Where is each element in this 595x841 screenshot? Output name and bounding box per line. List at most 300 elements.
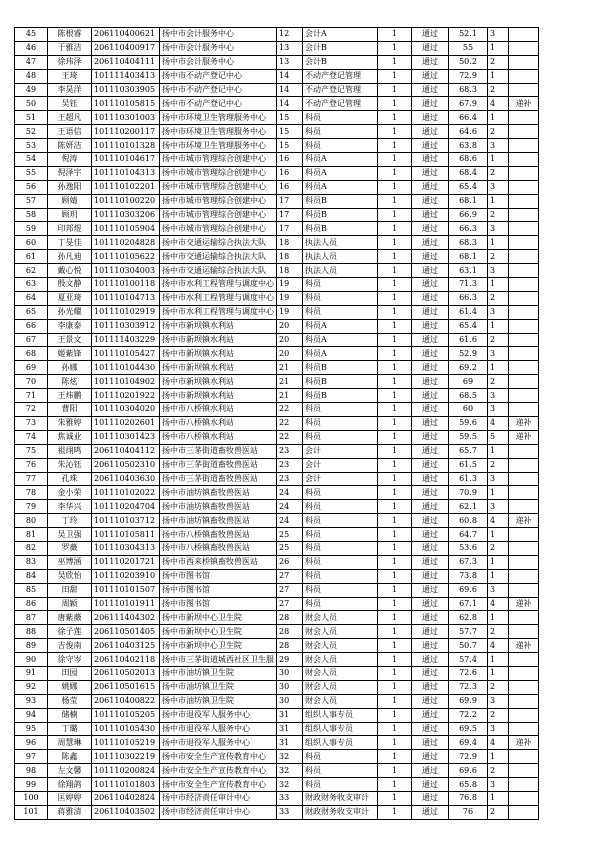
exam-ticket-number-cell: 206110404112 xyxy=(92,444,160,458)
position-name-cell: 财政财务收支审计 xyxy=(303,791,378,805)
row-number-cell: 46 xyxy=(15,41,48,55)
row-number-cell: 94 xyxy=(15,708,48,722)
exam-score-cell: 72.9 xyxy=(449,750,488,764)
hiring-count-cell: 1 xyxy=(378,694,412,708)
review-result-cell: 通过 xyxy=(412,555,449,569)
hiring-count-cell: 1 xyxy=(378,250,412,264)
exam-score-cell: 69.5 xyxy=(449,722,488,736)
position-name-cell: 科员B xyxy=(303,361,378,375)
remark-cell xyxy=(509,236,539,250)
position-code-cell: 33 xyxy=(277,805,303,819)
hiring-count-cell: 1 xyxy=(378,41,412,55)
candidate-name-cell: 吉俊南 xyxy=(48,639,92,653)
table-row xyxy=(15,166,539,180)
rank-cell: 1 xyxy=(488,319,509,333)
hiring-count-cell: 1 xyxy=(378,416,412,430)
rank-cell: 2 xyxy=(488,458,509,472)
exam-score-cell: 67.3 xyxy=(449,555,488,569)
exam-score-cell: 72.6 xyxy=(449,666,488,680)
exam-score-cell: 68.1 xyxy=(449,250,488,264)
table-row xyxy=(15,194,539,208)
candidate-name-cell: 朱沁钰 xyxy=(48,458,92,472)
hiring-count-cell: 1 xyxy=(378,555,412,569)
remark-cell xyxy=(509,347,539,361)
candidate-name-cell: 徐玮泽 xyxy=(48,55,92,69)
hiring-count-cell: 1 xyxy=(378,639,412,653)
employer-unit-cell: 扬中市新坝镇水利站 xyxy=(160,389,277,403)
position-code-cell: 33 xyxy=(277,791,303,805)
rank-cell: 4 xyxy=(488,514,509,528)
hiring-count-cell: 1 xyxy=(378,236,412,250)
exam-score-cell: 72.9 xyxy=(449,69,488,83)
position-code-cell: 15 xyxy=(277,125,303,139)
employer-unit-cell: 扬中市安全生产宣传教育中心 xyxy=(160,778,277,792)
rank-cell: 1 xyxy=(488,791,509,805)
employer-unit-cell: 扬中市退役军人服务中心 xyxy=(160,708,277,722)
hiring-count-cell: 1 xyxy=(378,69,412,83)
review-result-cell: 通过 xyxy=(412,361,449,375)
position-code-cell: 19 xyxy=(277,305,303,319)
hiring-count-cell: 1 xyxy=(378,750,412,764)
exam-ticket-number-cell: 101110100118 xyxy=(92,278,160,292)
position-name-cell: 不动产登记管理 xyxy=(303,69,378,83)
exam-score-cell: 66.3 xyxy=(449,222,488,236)
employer-unit-cell: 扬中市三茅街道畜牧兽医站 xyxy=(160,472,277,486)
table-row xyxy=(15,680,539,694)
remark-cell xyxy=(509,291,539,305)
rank-cell: 3 xyxy=(488,583,509,597)
row-number-cell: 48 xyxy=(15,69,48,83)
hiring-count-cell: 1 xyxy=(378,472,412,486)
exam-score-cell: 61.5 xyxy=(449,458,488,472)
remark-cell: 递补 xyxy=(509,514,539,528)
position-code-cell: 22 xyxy=(277,403,303,417)
remark-cell xyxy=(509,555,539,569)
remark-cell xyxy=(509,375,539,389)
exam-score-cell: 69.9 xyxy=(449,694,488,708)
exam-ticket-number-cell: 206110403125 xyxy=(92,639,160,653)
row-number-cell: 45 xyxy=(15,28,48,42)
hiring-count-cell: 1 xyxy=(378,305,412,319)
row-number-cell: 55 xyxy=(15,166,48,180)
position-name-cell: 科员 xyxy=(303,278,378,292)
rank-cell: 1 xyxy=(488,653,509,667)
candidate-name-cell: 印邦煜 xyxy=(48,222,92,236)
position-name-cell: 会计 xyxy=(303,444,378,458)
hiring-count-cell: 1 xyxy=(378,680,412,694)
candidate-name-cell: 田甜 xyxy=(48,583,92,597)
exam-score-cell: 72.2 xyxy=(449,708,488,722)
hiring-count-cell: 1 xyxy=(378,222,412,236)
position-code-cell: 21 xyxy=(277,361,303,375)
position-name-cell: 科员 xyxy=(303,597,378,611)
row-number-cell: 58 xyxy=(15,208,48,222)
remark-cell xyxy=(509,680,539,694)
exam-ticket-number-cell: 101110304313 xyxy=(92,541,160,555)
table-row xyxy=(15,597,539,611)
position-code-cell: 28 xyxy=(277,625,303,639)
candidate-name-cell: 巫博涵 xyxy=(48,555,92,569)
exam-score-cell: 69 xyxy=(449,375,488,389)
candidate-name-cell: 戴心悦 xyxy=(48,264,92,278)
employer-unit-cell: 扬中市新坝镇水利站 xyxy=(160,375,277,389)
table-row xyxy=(15,444,539,458)
position-code-cell: 14 xyxy=(277,83,303,97)
position-code-cell: 18 xyxy=(277,236,303,250)
rank-cell: 2 xyxy=(488,125,509,139)
rank-cell: 3 xyxy=(488,264,509,278)
employer-unit-cell: 扬中市八桥镇畜牧兽医站 xyxy=(160,541,277,555)
rank-cell: 4 xyxy=(488,416,509,430)
remark-cell xyxy=(509,111,539,125)
table-row xyxy=(15,472,539,486)
review-result-cell: 通过 xyxy=(412,403,449,417)
row-number-cell: 82 xyxy=(15,541,48,555)
review-result-cell: 通过 xyxy=(412,569,449,583)
hiring-count-cell: 1 xyxy=(378,166,412,180)
position-code-cell: 25 xyxy=(277,528,303,542)
position-name-cell: 科员A xyxy=(303,166,378,180)
exam-score-cell: 50.7 xyxy=(449,639,488,653)
position-code-cell: 21 xyxy=(277,375,303,389)
position-code-cell: 22 xyxy=(277,416,303,430)
table-row xyxy=(15,291,539,305)
remark-cell xyxy=(509,278,539,292)
candidate-name-cell: 顾婧 xyxy=(48,194,92,208)
candidate-name-cell: 左文馨 xyxy=(48,764,92,778)
review-result-cell: 通过 xyxy=(412,125,449,139)
employer-unit-cell: 扬中市退役军人服务中心 xyxy=(160,736,277,750)
position-name-cell: 会计 xyxy=(303,458,378,472)
position-name-cell: 财政财务收支审计 xyxy=(303,805,378,819)
table-row xyxy=(15,389,539,403)
rank-cell: 3 xyxy=(488,500,509,514)
position-code-cell: 29 xyxy=(277,653,303,667)
exam-score-cell: 71.3 xyxy=(449,278,488,292)
exam-ticket-number-cell: 101110105622 xyxy=(92,250,160,264)
candidate-name-cell: 朱雅婷 xyxy=(48,416,92,430)
employer-unit-cell: 扬中市环境卫生管理服务中心 xyxy=(160,111,277,125)
row-number-cell: 67 xyxy=(15,333,48,347)
exam-ticket-number-cell: 101110100220 xyxy=(92,194,160,208)
position-code-cell: 24 xyxy=(277,500,303,514)
row-number-cell: 83 xyxy=(15,555,48,569)
rank-cell: 2 xyxy=(488,625,509,639)
table-row xyxy=(15,736,539,750)
review-result-cell: 通过 xyxy=(412,625,449,639)
candidate-name-cell: 匡婷婷 xyxy=(48,791,92,805)
hiring-count-cell: 1 xyxy=(378,125,412,139)
candidate-name-cell: 王语信 xyxy=(48,125,92,139)
row-number-cell: 52 xyxy=(15,125,48,139)
row-number-cell: 71 xyxy=(15,389,48,403)
exam-score-cell: 60 xyxy=(449,403,488,417)
exam-score-cell: 66.9 xyxy=(449,208,488,222)
rank-cell: 3 xyxy=(488,347,509,361)
candidate-name-cell: 田园 xyxy=(48,666,92,680)
row-number-cell: 50 xyxy=(15,97,48,111)
rank-cell: 1 xyxy=(488,666,509,680)
position-code-cell: 14 xyxy=(277,69,303,83)
candidate-name-cell: 倪涛 xyxy=(48,153,92,167)
employer-unit-cell: 扬中市水利工程管理与调度中心 xyxy=(160,278,277,292)
remark-cell xyxy=(509,222,539,236)
position-code-cell: 30 xyxy=(277,694,303,708)
table-row xyxy=(15,375,539,389)
rank-cell: 5 xyxy=(488,430,509,444)
hiring-count-cell: 1 xyxy=(378,430,412,444)
review-result-cell: 通过 xyxy=(412,264,449,278)
employer-unit-cell: 扬中市经济责任审计中心 xyxy=(160,805,277,819)
rank-cell: 3 xyxy=(488,222,509,236)
remark-cell xyxy=(509,694,539,708)
hiring-count-cell: 1 xyxy=(378,569,412,583)
exam-score-cell: 59.5 xyxy=(449,430,488,444)
remark-cell xyxy=(509,250,539,264)
row-number-cell: 73 xyxy=(15,416,48,430)
table-row xyxy=(15,625,539,639)
table-row xyxy=(15,278,539,292)
candidate-name-cell: 孙光耀 xyxy=(48,305,92,319)
table-row xyxy=(15,83,539,97)
row-number-cell: 87 xyxy=(15,611,48,625)
row-number-cell: 95 xyxy=(15,722,48,736)
position-code-cell: 18 xyxy=(277,264,303,278)
table-row xyxy=(15,333,539,347)
exam-ticket-number-cell: 101110204704 xyxy=(92,500,160,514)
review-result-cell: 通过 xyxy=(412,194,449,208)
employer-unit-cell: 扬中市城市管理综合创建中心 xyxy=(160,222,277,236)
table-row xyxy=(15,208,539,222)
candidate-name-cell: 丁璐 xyxy=(48,722,92,736)
exam-score-cell: 68.3 xyxy=(449,83,488,97)
position-name-cell: 科员 xyxy=(303,555,378,569)
position-name-cell: 执法人员 xyxy=(303,236,378,250)
position-code-cell: 20 xyxy=(277,333,303,347)
hiring-count-cell: 1 xyxy=(378,583,412,597)
candidate-name-cell: 金小荣 xyxy=(48,486,92,500)
rank-cell: 2 xyxy=(488,333,509,347)
rank-cell: 4 xyxy=(488,736,509,750)
exam-ticket-number-cell: 101110101507 xyxy=(92,583,160,597)
candidate-name-cell: 于雅洁 xyxy=(48,41,92,55)
employer-unit-cell: 扬中市安全生产宣传教育中心 xyxy=(160,764,277,778)
results-table xyxy=(14,27,539,820)
rank-cell: 3 xyxy=(488,403,509,417)
exam-score-cell: 73.8 xyxy=(449,569,488,583)
position-name-cell: 科员B xyxy=(303,208,378,222)
exam-ticket-number-cell: 206110403502 xyxy=(92,805,160,819)
remark-cell xyxy=(509,389,539,403)
remark-cell xyxy=(509,333,539,347)
row-number-cell: 93 xyxy=(15,694,48,708)
table-row xyxy=(15,305,539,319)
rank-cell: 1 xyxy=(488,569,509,583)
candidate-name-cell: 孙娜 xyxy=(48,361,92,375)
table-row xyxy=(15,28,539,42)
exam-score-cell: 66.4 xyxy=(449,111,488,125)
employer-unit-cell: 扬中市图书馆 xyxy=(160,569,277,583)
exam-ticket-number-cell: 101111403413 xyxy=(92,69,160,83)
exam-ticket-number-cell: 101110102201 xyxy=(92,180,160,194)
candidate-name-cell: 李华兴 xyxy=(48,500,92,514)
candidate-name-cell: 周颖 xyxy=(48,597,92,611)
exam-ticket-number-cell: 206110404111 xyxy=(92,55,160,69)
table-row xyxy=(15,319,539,333)
rank-cell: 3 xyxy=(488,722,509,736)
rank-cell: 2 xyxy=(488,250,509,264)
row-number-cell: 98 xyxy=(15,764,48,778)
exam-score-cell: 68.4 xyxy=(449,166,488,180)
remark-cell xyxy=(509,764,539,778)
rank-cell: 1 xyxy=(488,236,509,250)
candidate-name-cell: 李康泰 xyxy=(48,319,92,333)
hiring-count-cell: 1 xyxy=(378,653,412,667)
table-row xyxy=(15,541,539,555)
rank-cell: 3 xyxy=(488,778,509,792)
exam-score-cell: 61.6 xyxy=(449,333,488,347)
table-row xyxy=(15,69,539,83)
row-number-cell: 80 xyxy=(15,514,48,528)
position-name-cell: 科员 xyxy=(303,778,378,792)
table-row xyxy=(15,569,539,583)
row-number-cell: 60 xyxy=(15,236,48,250)
position-name-cell: 科员 xyxy=(303,403,378,417)
table-row xyxy=(15,805,539,819)
remark-cell xyxy=(509,69,539,83)
remark-cell xyxy=(509,569,539,583)
exam-score-cell: 53.6 xyxy=(449,541,488,555)
hiring-count-cell: 1 xyxy=(378,778,412,792)
table-row xyxy=(15,55,539,69)
exam-ticket-number-cell: 101110105815 xyxy=(92,97,160,111)
table-row xyxy=(15,416,539,430)
review-result-cell: 通过 xyxy=(412,736,449,750)
employer-unit-cell: 扬中市西来桥镇畜牧兽医站 xyxy=(160,555,277,569)
position-code-cell: 16 xyxy=(277,180,303,194)
position-code-cell: 22 xyxy=(277,430,303,444)
exam-score-cell: 57.7 xyxy=(449,625,488,639)
exam-ticket-number-cell: 206110400822 xyxy=(92,694,160,708)
row-number-cell: 78 xyxy=(15,486,48,500)
position-name-cell: 执法人员 xyxy=(303,250,378,264)
table-row xyxy=(15,764,539,778)
exam-ticket-number-cell: 101110101803 xyxy=(92,778,160,792)
position-name-cell: 财会人员 xyxy=(303,653,378,667)
exam-ticket-number-cell: 206110501405 xyxy=(92,625,160,639)
review-result-cell: 通过 xyxy=(412,375,449,389)
exam-ticket-number-cell: 101110102919 xyxy=(92,305,160,319)
exam-ticket-number-cell: 101110302219 xyxy=(92,750,160,764)
employer-unit-cell: 扬中市不动产登记中心 xyxy=(160,69,277,83)
rank-cell: 3 xyxy=(488,472,509,486)
review-result-cell: 通过 xyxy=(412,111,449,125)
remark-cell xyxy=(509,541,539,555)
candidate-name-cell: 吴钰 xyxy=(48,97,92,111)
hiring-count-cell: 1 xyxy=(378,264,412,278)
position-code-cell: 17 xyxy=(277,208,303,222)
position-name-cell: 执法人员 xyxy=(303,264,378,278)
row-number-cell: 85 xyxy=(15,583,48,597)
employer-unit-cell: 扬中市八桥镇水利站 xyxy=(160,430,277,444)
hiring-count-cell: 1 xyxy=(378,791,412,805)
employer-unit-cell: 扬中市八桥镇水利站 xyxy=(160,416,277,430)
remark-cell xyxy=(509,444,539,458)
exam-ticket-number-cell: 101110304020 xyxy=(92,403,160,417)
review-result-cell: 通过 xyxy=(412,472,449,486)
exam-ticket-number-cell: 101110203910 xyxy=(92,569,160,583)
review-result-cell: 通过 xyxy=(412,278,449,292)
remark-cell xyxy=(509,778,539,792)
table-row xyxy=(15,514,539,528)
review-result-cell: 通过 xyxy=(412,458,449,472)
employer-unit-cell: 扬中市油坊镇卫生院 xyxy=(160,666,277,680)
exam-ticket-number-cell: 101110303912 xyxy=(92,319,160,333)
rank-cell: 2 xyxy=(488,166,509,180)
candidate-name-cell: 储楠 xyxy=(48,708,92,722)
position-name-cell: 科员 xyxy=(303,528,378,542)
exam-score-cell: 69.4 xyxy=(449,736,488,750)
remark-cell xyxy=(509,139,539,153)
review-result-cell: 通过 xyxy=(412,139,449,153)
exam-ticket-number-cell: 101110102022 xyxy=(92,486,160,500)
remark-cell xyxy=(509,125,539,139)
review-result-cell: 通过 xyxy=(412,305,449,319)
exam-ticket-number-cell: 101110105430 xyxy=(92,722,160,736)
position-code-cell: 31 xyxy=(277,708,303,722)
table-row xyxy=(15,264,539,278)
candidate-name-cell: 陈炫 xyxy=(48,375,92,389)
hiring-count-cell: 1 xyxy=(378,180,412,194)
remark-cell xyxy=(509,791,539,805)
position-code-cell: 14 xyxy=(277,97,303,111)
employer-unit-cell: 扬中市水利工程管理与调度中心 xyxy=(160,291,277,305)
employer-unit-cell: 扬中市城市管理综合创建中心 xyxy=(160,180,277,194)
remark-cell xyxy=(509,583,539,597)
remark-cell: 递补 xyxy=(509,430,539,444)
table-row xyxy=(15,639,539,653)
position-name-cell: 科员 xyxy=(303,125,378,139)
review-result-cell: 通过 xyxy=(412,389,449,403)
remark-cell xyxy=(509,708,539,722)
review-result-cell: 通过 xyxy=(412,347,449,361)
position-code-cell: 18 xyxy=(277,250,303,264)
row-number-cell: 86 xyxy=(15,597,48,611)
employer-unit-cell: 扬中市新坝镇水利站 xyxy=(160,347,277,361)
exam-ticket-number-cell: 101110104902 xyxy=(92,375,160,389)
hiring-count-cell: 1 xyxy=(378,139,412,153)
position-code-cell: 26 xyxy=(277,555,303,569)
employer-unit-cell: 扬中市油坊镇畜牧兽医站 xyxy=(160,500,277,514)
position-name-cell: 科员 xyxy=(303,764,378,778)
exam-score-cell: 52.9 xyxy=(449,347,488,361)
hiring-count-cell: 1 xyxy=(378,389,412,403)
table-row xyxy=(15,347,539,361)
employer-unit-cell: 扬中市环境卫生管理服务中心 xyxy=(160,125,277,139)
row-number-cell: 66 xyxy=(15,319,48,333)
position-code-cell: 19 xyxy=(277,278,303,292)
review-result-cell: 通过 xyxy=(412,291,449,305)
position-name-cell: 科员B xyxy=(303,194,378,208)
position-code-cell: 20 xyxy=(277,319,303,333)
candidate-name-cell: 王超凡 xyxy=(48,111,92,125)
candidate-name-cell: 吴卫强 xyxy=(48,528,92,542)
exam-score-cell: 61.3 xyxy=(449,472,488,486)
employer-unit-cell: 扬中市会计服务中心 xyxy=(160,41,277,55)
rank-cell: 3 xyxy=(488,389,509,403)
review-result-cell: 通过 xyxy=(412,444,449,458)
position-name-cell: 会计B xyxy=(303,55,378,69)
